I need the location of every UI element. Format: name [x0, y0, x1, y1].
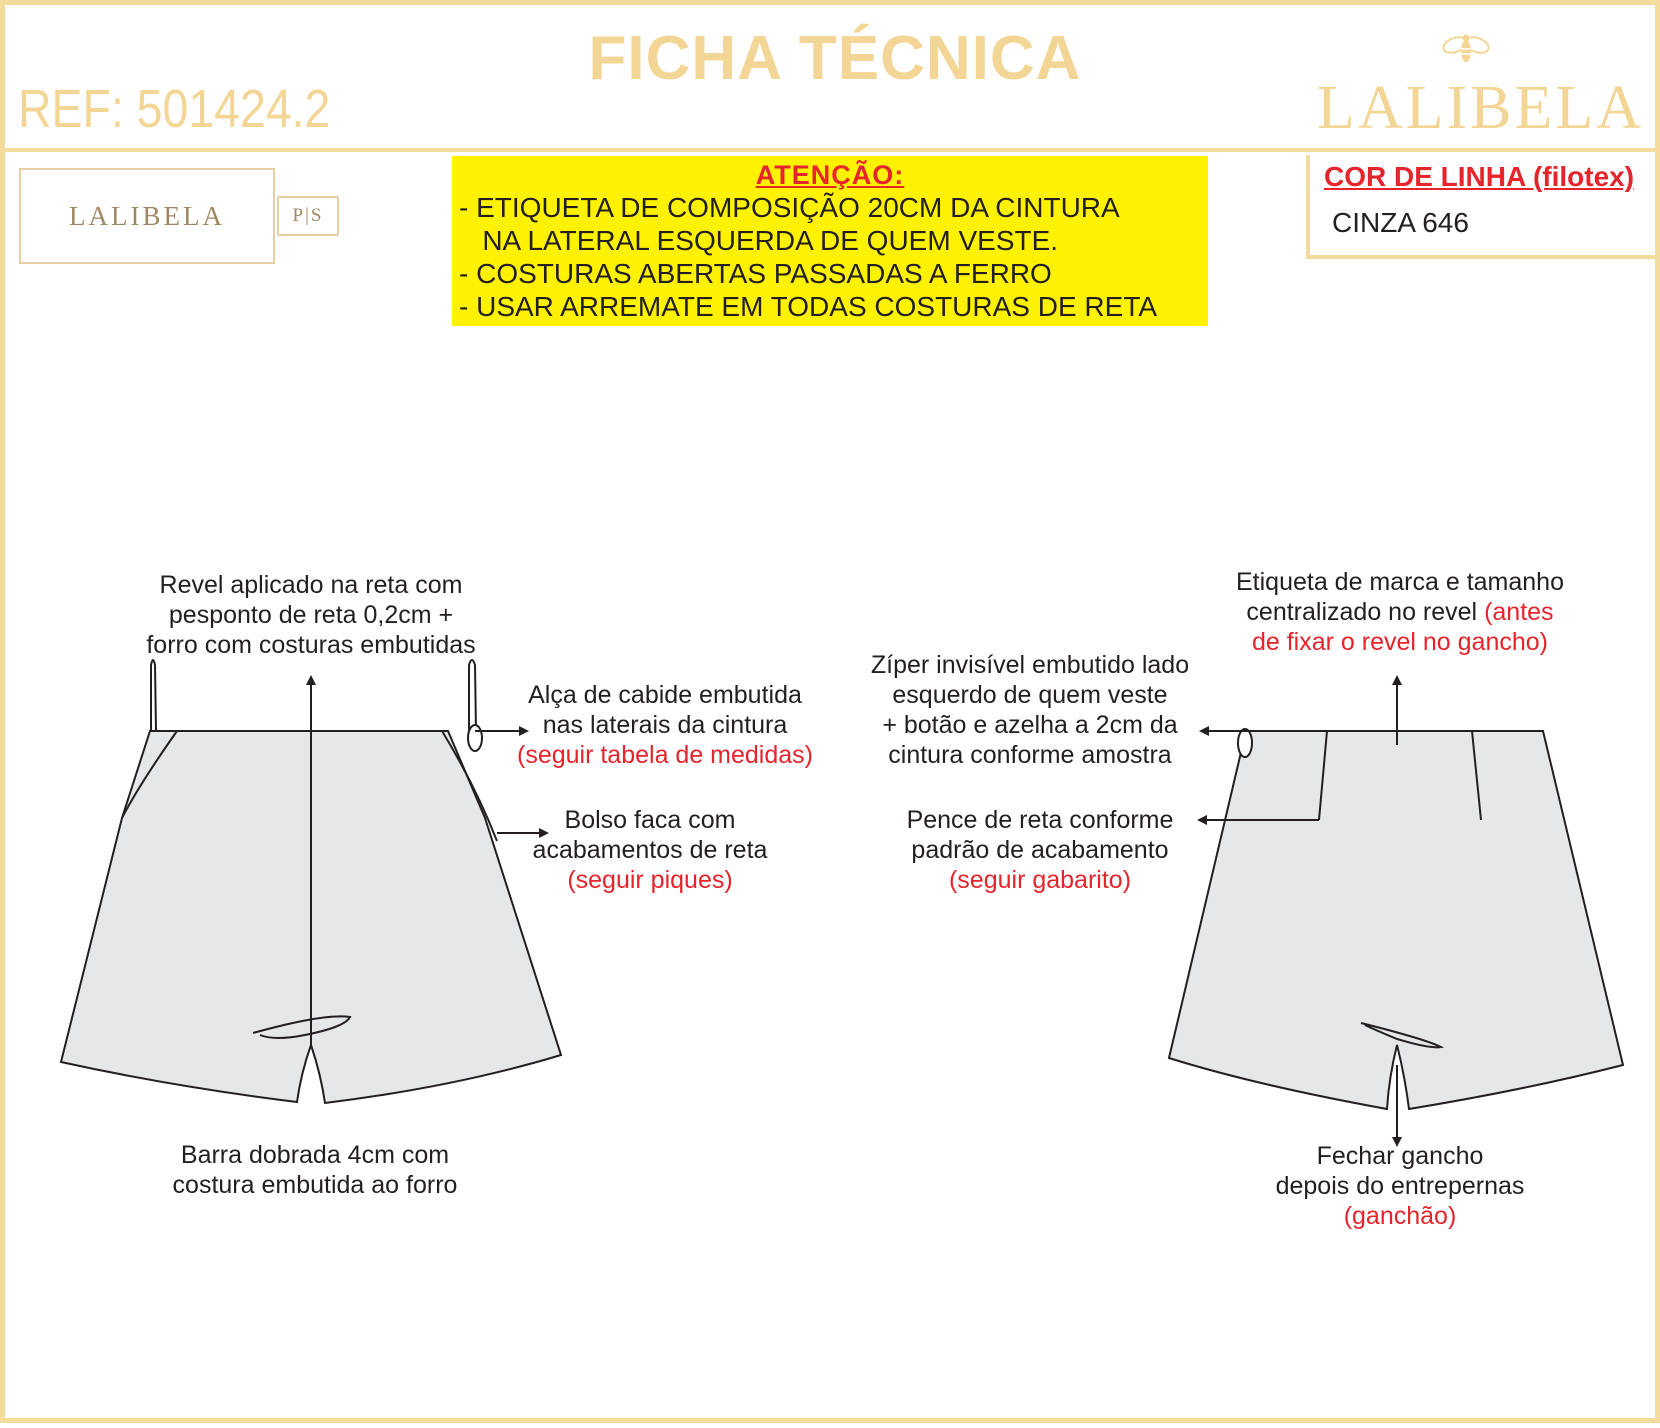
note-line: Revel aplicado na reta com [159, 571, 463, 599]
thread-color-title: COR DE LINHA (filotex) [1324, 161, 1635, 192]
back-shorts [1169, 729, 1623, 1109]
page-title: FICHA TÉCNICA [588, 24, 1082, 93]
attention-title: ATENÇÃO: [755, 160, 905, 190]
note-line: Fechar gancho [1316, 1142, 1484, 1170]
label-brand: LALIBELA [19, 168, 275, 264]
note-pocket [515, 805, 785, 895]
note-line: Barra dobrada 4cm com [180, 1141, 450, 1169]
front-left-hanger-loop [151, 660, 156, 731]
note-line: forro com costuras embutidas [146, 631, 476, 659]
note-line-red: (seguir tabela de medidas) [517, 741, 813, 769]
brand-name: LALIBELA [1317, 74, 1645, 142]
note-line: acabamentos de reta [532, 836, 768, 864]
note-line: Zíper invisível embutido lado [870, 651, 1190, 679]
attention-line: - USAR ARREMATE EM TODAS COSTURAS DE RETA [459, 291, 1158, 322]
label-size: P|S [277, 196, 339, 236]
note-hanger-loop [505, 680, 825, 770]
front-right-hanger-loop [469, 660, 476, 731]
note-line-red: de fixar o revel no gancho) [1251, 628, 1548, 656]
note-zipper [850, 650, 1210, 770]
note-dart [880, 805, 1200, 895]
note-line: Bolso faca com [564, 806, 736, 834]
attention-line: - COSTURAS ABERTAS PASSADAS A FERRO [459, 258, 1052, 289]
note-line: cintura conforme amostra [888, 741, 1172, 769]
note-text-red: (antes [1484, 598, 1554, 626]
note-line: Etiqueta de marca e tamanho [1236, 568, 1564, 596]
note-line-mixed [1210, 597, 1590, 627]
note-text: centralizado no revel [1246, 598, 1478, 626]
thread-color-value: CINZA 646 [1332, 207, 1469, 238]
note-line: esquerdo de quem veste [892, 681, 1168, 709]
note-line: padrão de acabamento [911, 836, 1169, 864]
note-crotch [1235, 1141, 1565, 1231]
note-revel [131, 570, 491, 660]
note-line: + botão e azelha a 2cm da [882, 711, 1178, 739]
note-line: Alça de cabide embutida [528, 681, 802, 709]
note-line-red: (ganchão) [1343, 1202, 1457, 1230]
note-line: costura embutida ao forro [172, 1171, 458, 1199]
reference-number: REF: 501424.2 [18, 79, 331, 139]
note-line-red: (seguir piques) [567, 866, 733, 894]
note-line: nas laterais da cintura [542, 711, 788, 739]
back-zipper-button [1238, 729, 1252, 757]
attention-line: - ETIQUETA DE COMPOSIÇÃO 20CM DA CINTURA [459, 192, 1120, 223]
note-line: pesponto de reta 0,2cm + [168, 601, 454, 629]
note-line-red: (seguir gabarito) [948, 866, 1132, 894]
front-hanger-loop-tip [468, 725, 482, 751]
note-hem [155, 1140, 475, 1200]
note-brand-label [1210, 567, 1590, 657]
note-line: Pence de reta conforme [906, 806, 1174, 834]
attention-line: NA LATERAL ESQUERDA DE QUEM VESTE. [459, 225, 1059, 256]
note-line: depois do entrepernas [1275, 1172, 1525, 1200]
